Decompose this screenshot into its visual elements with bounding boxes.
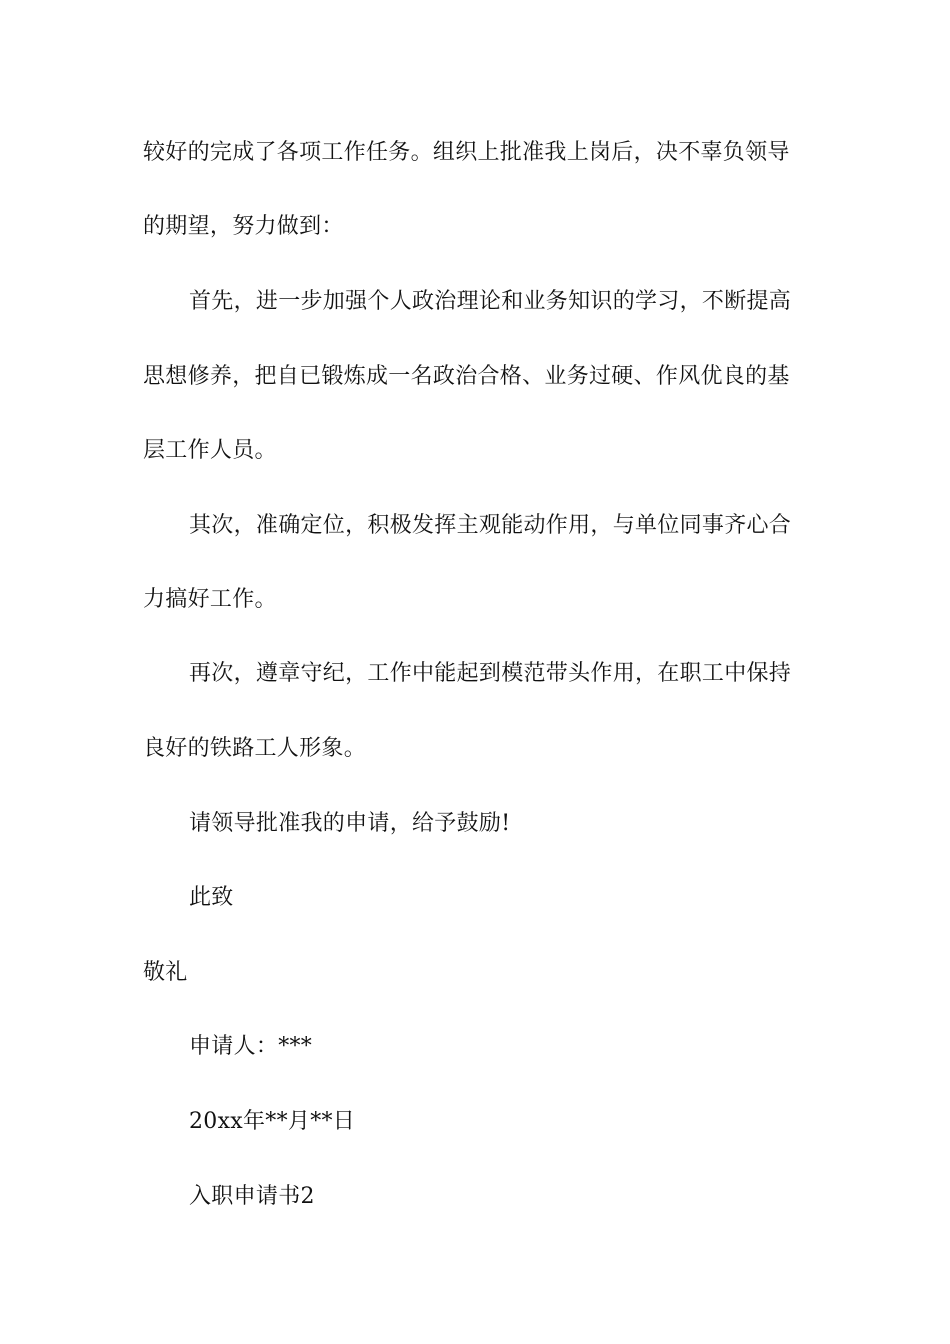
applicant-signature: 申请人：*** [189,1034,313,1059]
body-text-line: 首先，进一步加强个人政治理论和业务知识的学习，不断提高 [189,289,792,314]
body-text-line: 良好的铁路工人形象。 [143,736,367,761]
body-text-line: 较好的完成了各项工作任务。组织上批准我上岗后，决不辜负领导 [143,140,790,165]
body-text-line: 力搞好工作。 [143,587,277,612]
body-text-line: 的期望，努力做到： [143,214,344,239]
body-text-line: 再次，遵章守纪，工作中能起到模范带头作用，在职工中保持 [189,661,792,686]
body-text-line: 请领导批准我的申请，给予鼓励! [189,811,511,836]
section-heading: 入职申请书2 [189,1184,315,1209]
body-text-line: 其次，准确定位，积极发挥主观能动作用，与单位同事齐心合 [189,513,792,538]
body-text-line: 层工作人员。 [143,438,277,463]
closing-regards: 敬礼 [143,960,188,985]
date-line: 20xx年**月**日 [189,1109,356,1134]
closing-salutation: 此致 [189,885,234,910]
body-text-line: 思想修养，把自已锻炼成一名政治合格、业务过硬、作风优良的基 [143,364,790,389]
